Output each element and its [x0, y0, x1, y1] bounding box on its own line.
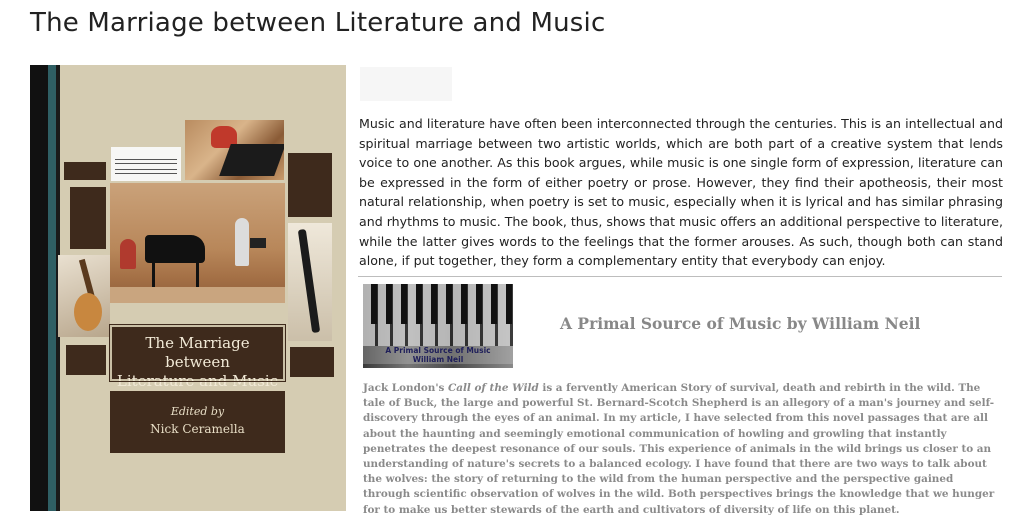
cover-photo-piano [219, 144, 284, 176]
cover-photo-concert [110, 183, 285, 303]
thumbnail-caption-line: A Primal Source of Music [385, 346, 491, 355]
cover-title [110, 325, 285, 390]
article-body-text: is a fervently American Story of survival, death and rebirth in the wild. The tale of Buck, the large and powerful St. Bernard-Scotch Shepherd is an allegory of a man's journey and self-discovery through the eyes of an animal. In my article, I have selected from this novel passages that are all about the haunting and seemingly emotional communication of howling and growling that instantly penetrates the deepest resonance of our souls. This experience of animals in the wild brings us closer to an understanding of nature's secrets to a balanced ecology. I have found that there are two ways to talk about the wolves: the story of returning to the wild from the human perspective and the perspective gained through scientific observation of wolves in the wild. Both perspectives brings the knowledge that we hunger for to make us better stewards of the earth and cultivators of diversity of life on this planet. [363, 382, 995, 516]
cover-block [290, 347, 334, 377]
cover-title-line: The Marriage between [145, 334, 250, 371]
cover-edited-by: Edited by [170, 405, 225, 418]
cover-title-line: Literature and Music [116, 372, 279, 390]
staff-line [115, 163, 177, 164]
article-body-prefix: Jack London's [363, 382, 448, 394]
article-body [363, 381, 1003, 518]
cover-spine [30, 65, 48, 511]
faded-tab [360, 67, 452, 101]
cover-spine-stripe [48, 65, 56, 511]
thumbnail-caption [363, 346, 513, 364]
cover-block [288, 153, 332, 217]
cover-editor-name: Nick Ceramella [150, 422, 245, 436]
cover-photo-grand-piano [145, 235, 205, 263]
section-divider [358, 276, 1002, 277]
clarinet [298, 229, 320, 333]
cover-photo-floor [110, 287, 285, 303]
cover-block [66, 345, 106, 375]
article-thumbnail[interactable] [363, 284, 513, 368]
cover-block [64, 162, 106, 180]
guitar-body [74, 293, 102, 331]
staff-line [115, 173, 177, 174]
cover-photo-music-stand [250, 238, 266, 248]
staff-line [115, 169, 177, 170]
piano-black-keys-image [363, 284, 513, 324]
cover-photo-guitar [58, 255, 110, 337]
cover-photo-piano-leg [196, 263, 199, 287]
book-description: Music and literature have often been interconnected through the centuries. This is an intellectual and spiritual marriage between two artistic worlds, which are both part of a creative system that lends voice to one another. As this book argues, while music is one single form of expression, literature can be expressed in the form of either poetry or prose. However, they find their apotheosis, their most natural relationship, when poetry is set to music, especially when it is lyrical and has similar phrasing and rhythms to music. The book, thus, shows that music offers an additional perspective to literature, while the latter gives words to the feelings that the former arouses. As such, though both can stand alone, if put together, they form a complementary entity that everybody can enjoy. [359, 116, 1003, 269]
book-cover-image [30, 65, 346, 511]
page-title: The Marriage between Literature and Music [30, 8, 606, 38]
cover-photo-sheet-music [111, 147, 181, 181]
article-title: A Primal Source of Music by William Neil [560, 314, 921, 333]
cover-editor [110, 391, 285, 453]
cover-block [70, 187, 106, 249]
article-book-title: Call of the Wild [447, 382, 539, 394]
cover-photo-clarinet [288, 223, 332, 341]
cover-photo-pianist-figure [120, 239, 136, 269]
staff-line [115, 159, 177, 160]
cover-photo-singer-figure [235, 218, 249, 266]
thumbnail-caption-line: William Neil [412, 355, 464, 364]
cover-photo-pianist [185, 120, 284, 180]
cover-photo-piano-leg [152, 263, 155, 287]
